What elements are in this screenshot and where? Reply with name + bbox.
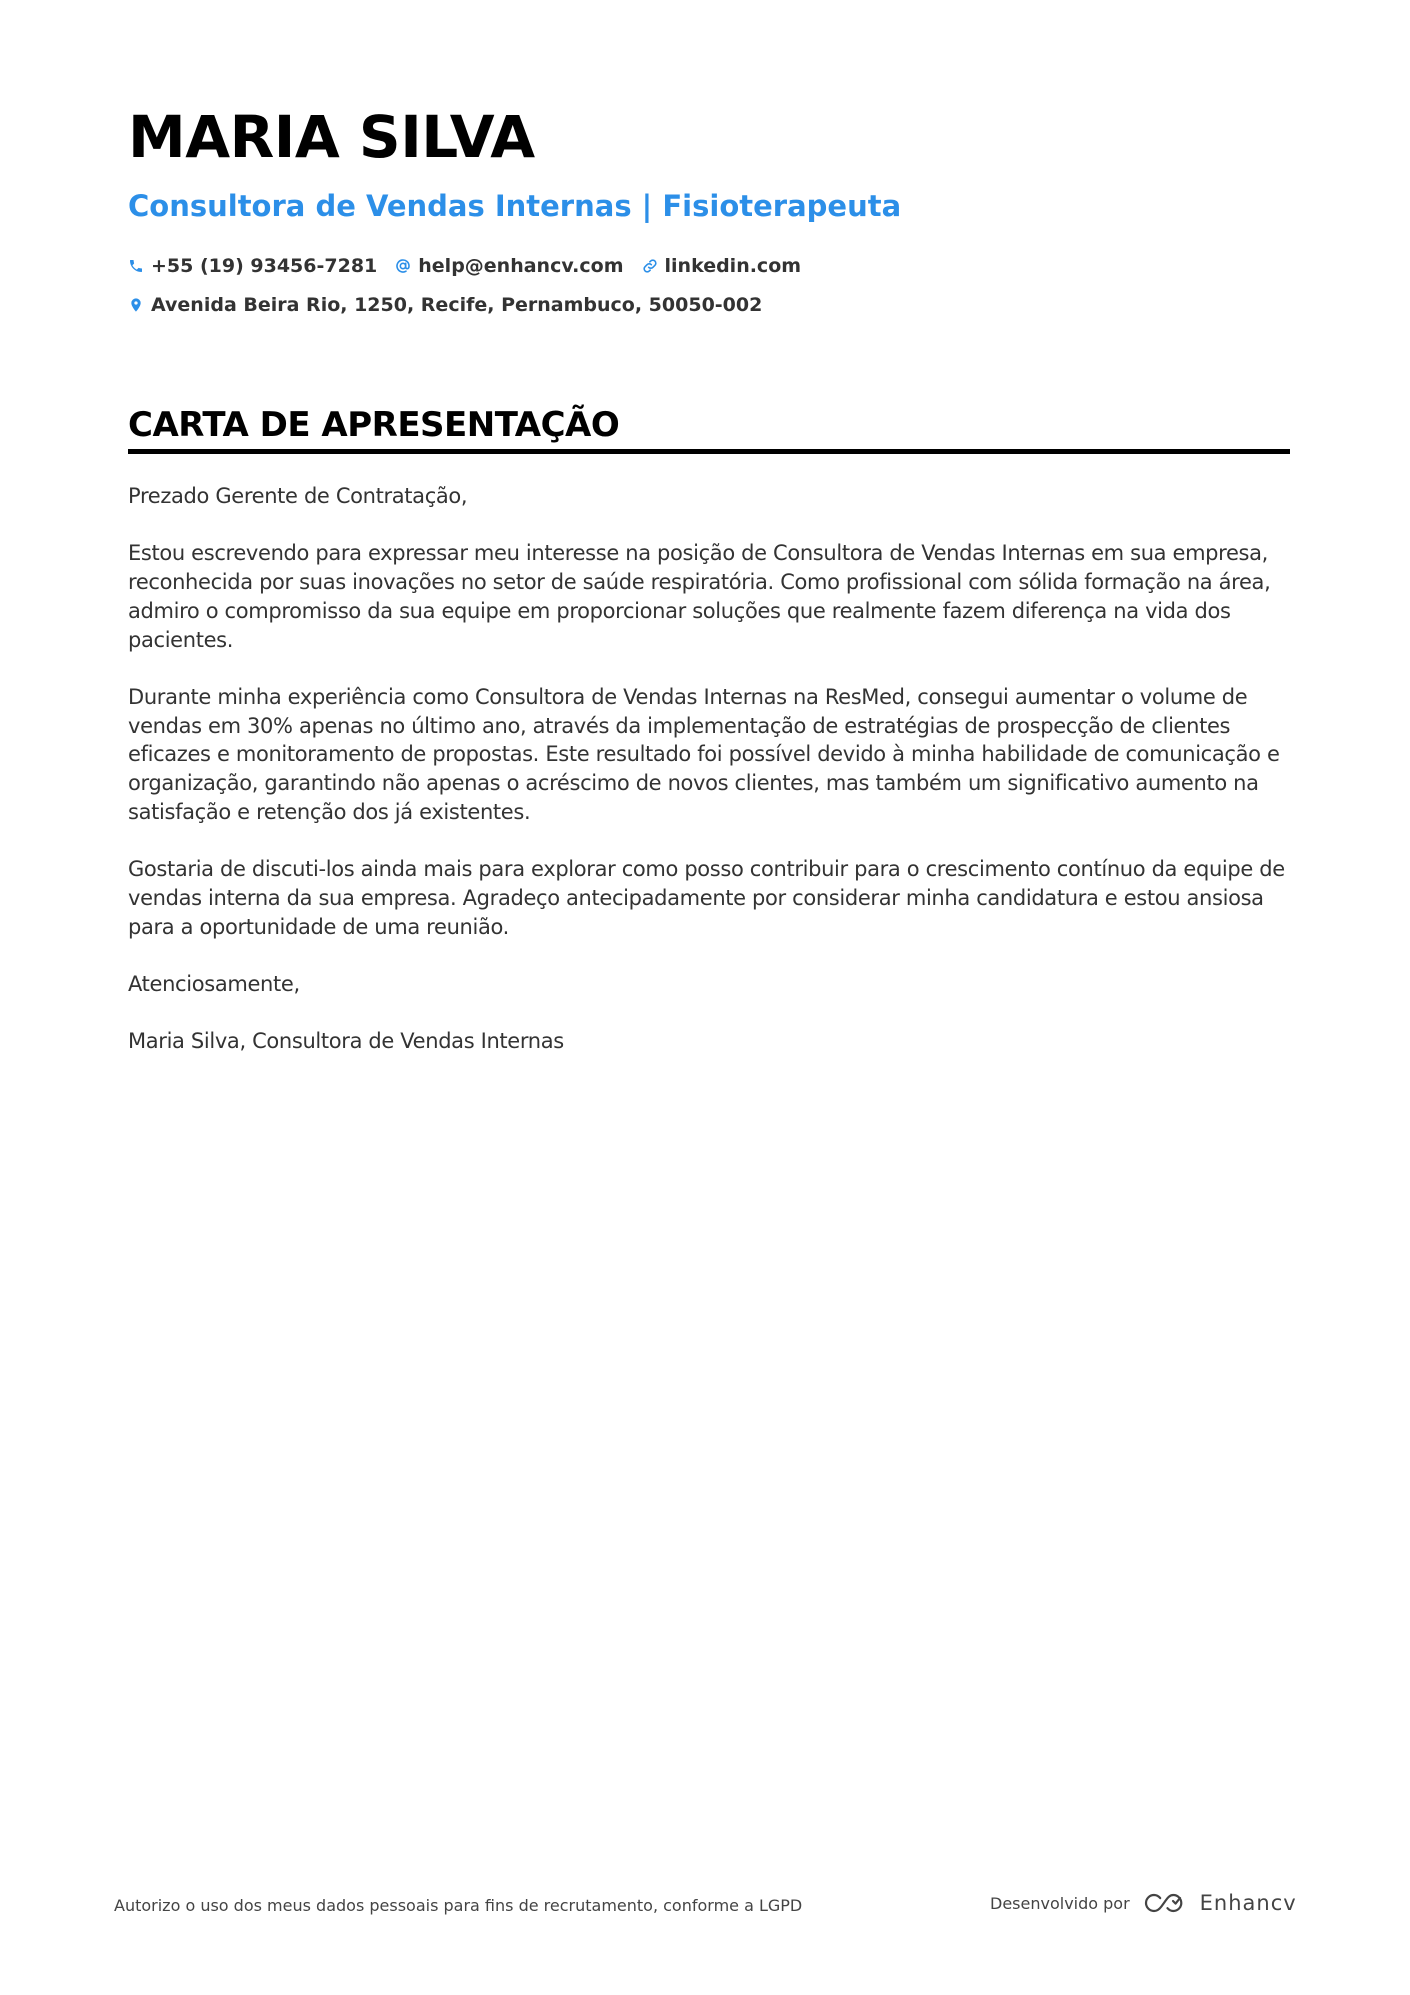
letter-body xyxy=(128,482,1293,1085)
powered-by-label: Desenvolvido por xyxy=(990,1893,1130,1913)
letter-paragraph: Durante minha experiência como Consultora de Vendas Internas na ResMed, consegui aumentar o volume de vendas em 30% apenas no último ano, através da implementação de estratégias de prospecção de clientes eficazes e monitoramento de propostas. Este resultado foi possível devido à minha habilidade de comunicação e organização, garantindo não apenas o acréscimo de novos clientes, mas também um significativo aumento na satisfação e retenção dos já existentes. xyxy=(128,684,1280,824)
contact-email xyxy=(395,255,623,277)
letter-greeting: Prezado Gerente de Contratação, xyxy=(128,484,468,508)
letter-paragraph: Gostaria de discuti-los ainda mais para explorar como posso contribuir para o crescimento contínuo da equipe de vendas interna da sua empresa. Agradeço antecipadamente por considerar minha candidatura e estou ansiosa para a oportunidade de uma reunião. xyxy=(128,857,1285,939)
email-address[interactable]: help@enhancv.com xyxy=(418,255,624,277)
map-pin-icon xyxy=(128,297,144,313)
letter-closing: Atenciosamente, xyxy=(128,971,300,996)
consent-note: Autorizo o uso dos meus dados pessoais para fins de recrutamento, conforme a LGPD xyxy=(114,1896,803,1915)
candidate-name: MARIA SILVA xyxy=(128,103,535,171)
contact-linkedin xyxy=(642,255,802,277)
at-sign-icon xyxy=(395,258,411,274)
contact-phone xyxy=(128,255,377,277)
link-icon xyxy=(642,258,658,274)
contact-row-primary xyxy=(128,255,819,277)
enhancv-logo-icon xyxy=(1142,1890,1188,1916)
contact-address xyxy=(128,294,762,316)
phone-icon xyxy=(128,258,144,274)
candidate-title: Consultora de Vendas Internas | Fisioterapeuta xyxy=(128,189,902,223)
section-title: CARTA DE APRESENTAÇÃO xyxy=(128,405,620,445)
letter-paragraph: Estou escrevendo para expressar meu interesse na posição de Consultora de Vendas Internas em sua empresa, reconhecida por suas inovações no setor de saúde respiratória. Como profissional com sólida formação na área, admiro o compromisso da sua equipe em proporcionar soluções que realmente fazem diferença na vida dos pacientes. xyxy=(128,541,1271,652)
section-divider xyxy=(128,449,1290,454)
address-text: Avenida Beira Rio, 1250, Recife, Pernambuco, 50050-002 xyxy=(151,294,763,316)
linkedin-url[interactable]: linkedin.com xyxy=(664,255,802,277)
powered-by[interactable] xyxy=(990,1890,1297,1916)
phone-number: +55 (19) 93456-7281 xyxy=(151,255,378,277)
brand-name: Enhancv xyxy=(1199,1891,1297,1915)
letter-signature: Maria Silva, Consultora de Vendas Internas xyxy=(128,1029,564,1054)
contact-row-address xyxy=(128,294,780,316)
